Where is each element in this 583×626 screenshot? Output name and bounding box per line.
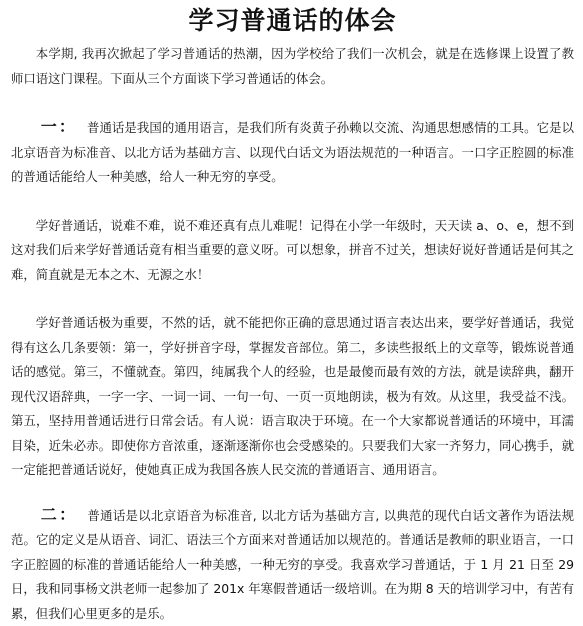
paragraph-spacer bbox=[11, 91, 574, 115]
methods-paragraph: 学好普通话极为重要，不然的话，就不能把你正确的意思通过语言表达出来，要学好普通话，我觉得有这么几条要领：第一，学好拼音字母，掌握发音部位。第二，多读些报纸上的文章等，锻炼说普通话的感觉。第三，不懂就查。第四，纯属我个人的经验，也是最傻而最有效的方法，就是读辞典，翻开现代汉语辞典，一字一字、一词一词、一句一句、一页一页地朗读，极为有效。从这里，我受益不浅。第五，坚持用普通话进行日常会话。有人说：语言取决于环境。在一个大家都说普通话的环境中，耳濡目染，近朱必赤。即使你方音浓重，逐渐逐渐你也会受感染的。只要我们大家一齐努力，同心携手，就一定能把普通话说好，使她真正成为我国各族人民交流的普通语言、通用语言。 bbox=[11, 311, 574, 483]
section-two-paragraph bbox=[11, 503, 574, 626]
intro-paragraph: 本学期, 我再次掀起了学习普通话的热潮，因为学校给了我们一次机会，就是在选修课上设置了教师口语这门课程。下面从三个方面谈下学习普通话的体会。 bbox=[11, 42, 574, 91]
paragraph-spacer bbox=[11, 287, 574, 311]
pinyin-paragraph: 学好普通话，说难不难，说不难还真有点儿难呢！记得在小学一年级时，天天读 a、o、e，想不到这对我们后来学好普通话竟有相当重要的意义呀。可以想象，拼音不过关，想读好说好普通话是何其之难，简直就是无本之木、无源之水！ bbox=[11, 214, 574, 288]
paragraph-spacer bbox=[11, 190, 574, 214]
section-one-paragraph bbox=[11, 115, 574, 190]
section-one-text: 普通话是我国的通用语言，是我们所有炎黄子孙赖以交流、沟通思想感情的工具。它是以北京语音为标准音、以北方话为基础方言、以现代白话文为语法规范的一种语言。一口字正腔圆的标准的普通话能给人一种美感，给人一种无穷的享受。 bbox=[11, 120, 574, 184]
section-two-text: 普通话是以北京语音为标准音, 以北方话为基础方言, 以典范的现代白话文著作为语法规范。它的定义是从语音、词汇、语法三个方面来对普通话加以规范的。普通话是教师的职业语言，一口字正腔圆的标准的普通话能给人一种美感，一种无穷的享受。我喜欢学习普通话，于 1 月 21 日至 29 日，我和同事杨文洪老师一起参加了 201x 年寒假普通话一级培训。在为期 8 天的培训学习中，有苦有累，但我们心里更多的是乐。 bbox=[11, 508, 574, 621]
section-one-number: 一： bbox=[41, 117, 77, 136]
paragraph-spacer bbox=[11, 483, 574, 503]
section-two-number: 二： bbox=[41, 505, 78, 524]
document-title: 学习普通话的体会 bbox=[11, 0, 574, 40]
